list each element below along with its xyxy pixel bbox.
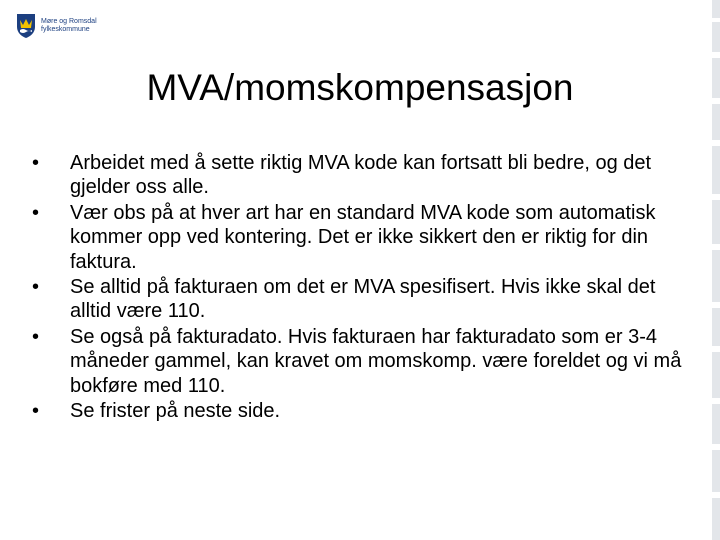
logo-name-line2: fylkeskommune bbox=[41, 26, 90, 33]
bullet-item bbox=[32, 275, 692, 324]
organization-logo bbox=[16, 13, 97, 39]
bullet-text: Arbeidet med å sette riktig MVA kode kan fortsatt bli bedre, og det gjelder oss alle. bbox=[70, 152, 652, 199]
slide-title: MVA/momskompensasjon bbox=[146, 67, 574, 108]
bullet-text: Se alltid på fakturaen om det er MVA spesifisert. Hvis ikke skal det alltid være 110. bbox=[70, 276, 656, 323]
bullet-text: Vær obs på at hver art har en standard MVA kode som automatisk kommer opp ved kontering. Det er ikke sikkert den er riktig for din faktura. bbox=[70, 201, 656, 273]
bullet-marker: • bbox=[32, 400, 40, 423]
bullet-list bbox=[32, 151, 692, 424]
bullet-item bbox=[32, 325, 692, 398]
logo-name-line1: Møre og Romsdal bbox=[41, 18, 97, 25]
bullet-item bbox=[32, 399, 692, 423]
bullet-marker: • bbox=[32, 325, 40, 348]
bullet-marker: • bbox=[32, 276, 40, 299]
bullet-item bbox=[32, 201, 692, 274]
bullet-marker: • bbox=[32, 152, 40, 174]
shield-icon bbox=[16, 13, 36, 39]
bullet-text: Se frister på neste side. bbox=[70, 400, 281, 423]
bullet-text: Se også på fakturadato. Hvis fakturaen har fakturadato som er 3-4 måneder gammel, kan kravet om momskomp. være foreldet og vi må bokføre med 110. bbox=[70, 325, 682, 397]
logo-wordmark bbox=[41, 18, 97, 34]
bullet-item bbox=[32, 151, 692, 200]
bullet-marker: • bbox=[32, 201, 40, 224]
